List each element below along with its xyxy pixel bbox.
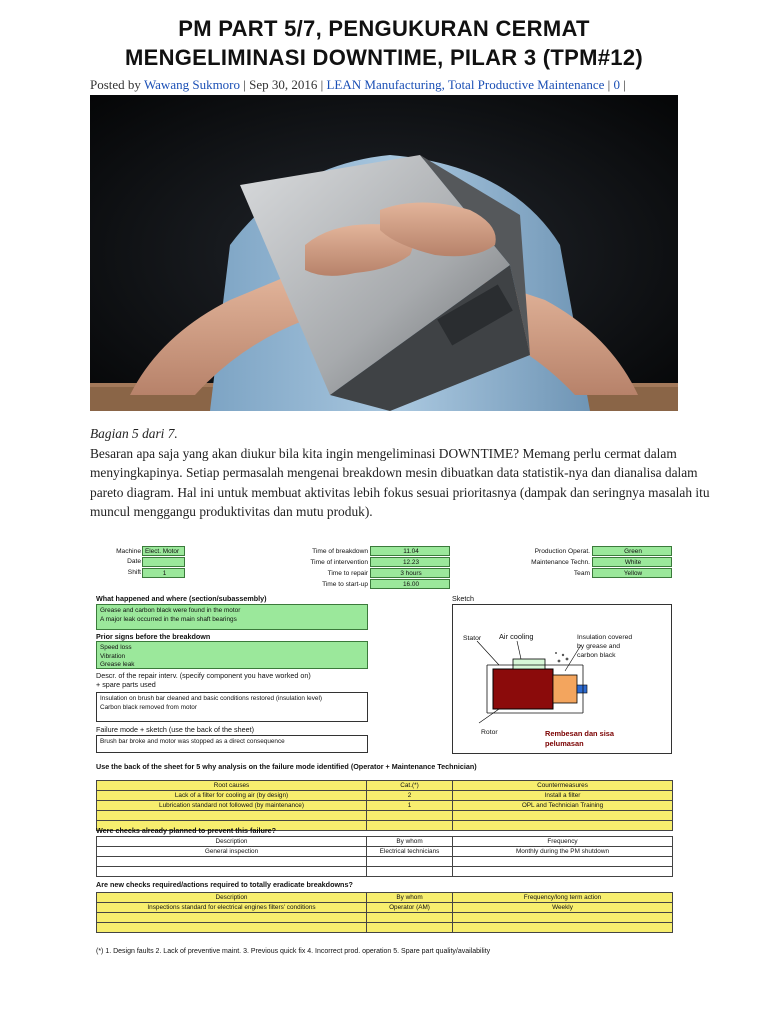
what-happened-line: A major leak occurred in the main shaft bearings — [100, 615, 237, 623]
repair-heading-line-1: Descr. of the repair interv. (specify component you have worked on) — [96, 671, 311, 680]
what-happened-box — [96, 604, 368, 630]
table-cell — [367, 867, 453, 877]
table-cell — [453, 913, 673, 923]
table-cell: Lack of a filter for cooling air (by design) — [97, 791, 367, 801]
checks-heading: Were checks already planned to prevent this failure? — [96, 826, 277, 835]
table-cell — [97, 857, 367, 867]
table-header-row — [97, 781, 673, 791]
table-header-row — [97, 893, 673, 903]
table-header-cell: Root causes — [97, 781, 367, 791]
table-row — [97, 857, 673, 867]
what-happened-heading: What happened and where (section/subassembly) — [96, 594, 267, 603]
sketch-note — [545, 729, 614, 749]
sketch-insulation-line: Insulation covered — [577, 634, 633, 641]
table-row — [97, 811, 673, 821]
category-footnote: (*) 1. Design faults 2. Lack of preventive maint. 3. Previous quick fix 4. Incorrect prod. operation 5. Spare part quality/availability — [96, 948, 491, 955]
table-cell: Operator (AM) — [367, 903, 453, 913]
comment-count-link[interactable]: 0 — [613, 77, 621, 92]
table-header-cell: Cat.(*) — [367, 781, 453, 791]
new-checks-heading: Are new checks required/actions required to totally eradicate breakdowns? — [96, 880, 353, 889]
table-cell — [367, 821, 453, 831]
time-repair-label: Time to repair — [327, 570, 368, 577]
author-link[interactable]: Wawang Sukmoro — [143, 77, 241, 92]
table-cell: OPL and Technician Training — [453, 801, 673, 811]
table-header-cell: By whom — [367, 837, 453, 847]
sketch-insulation-line: carbon black — [577, 652, 616, 659]
failure-mode-heading: Failure mode + sketch (use the back of the sheet) — [96, 725, 255, 734]
meta-separator: | — [243, 77, 246, 92]
table-row — [97, 847, 673, 857]
time-startup-label: Time to start-up — [322, 581, 368, 588]
sketch-heading: Sketch — [452, 594, 474, 603]
prior-signs-heading: Prior signs before the breakdown — [96, 632, 211, 641]
time-intervention-value: 12.23 — [370, 557, 450, 567]
table-header-cell: Countermeasures — [453, 781, 673, 791]
prior-signs-line: Speed loss — [100, 644, 132, 651]
sketch-label-air-cooling: Air cooling — [499, 632, 534, 641]
category-links[interactable]: LEAN Manufacturing, Total Productive Maintenance — [326, 77, 605, 92]
table-header-cell: Frequency/long term action — [453, 893, 673, 903]
table-row — [97, 923, 673, 933]
table-cell: Lubrication standard not followed (by maintenance) — [97, 801, 367, 811]
hero-photo — [90, 95, 678, 411]
table-row — [97, 913, 673, 923]
repair-box — [96, 692, 368, 722]
sketch-note-line: pelumasan — [545, 739, 584, 748]
failure-mode-box — [96, 735, 368, 753]
sketch-insulation-line: by grease and — [577, 643, 621, 650]
table-header-row — [97, 837, 673, 847]
what-happened-line: Grease and carbon black were found in the motor — [100, 607, 241, 614]
team-value: Yellow — [592, 568, 672, 578]
posted-by-label: Posted by — [90, 77, 141, 92]
table-row — [97, 867, 673, 877]
prior-signs-box — [96, 641, 368, 669]
time-intervention-label: Time of intervention — [310, 559, 368, 566]
meta-separator: | — [623, 77, 626, 92]
sketch-label-stator: Stator — [463, 635, 482, 642]
table-cell — [367, 923, 453, 933]
repair-heading-line-2: + spare parts used — [96, 680, 156, 689]
time-repair-value: 3 hours — [370, 568, 450, 578]
table-cell: 1 — [367, 801, 453, 811]
new-checks-table — [96, 892, 673, 933]
table-cell: Inspections standard for electrical engines filters' conditions — [97, 903, 367, 913]
table-cell — [453, 857, 673, 867]
sketch-label-rotor: Rotor — [481, 729, 498, 736]
intro-paragraph: Besaran apa saja yang akan diukur bila kita ingin mengeliminasi DOWNTIME? Memang perlu cermat dalam menyingkapinya. Setiap permasalah mengenai breakdown mesin dibuatkan data statistik-nya dan dianalisa dalam pareto diagram. Hal ini untuk membuat aktivitas lebih fokus sesuai prioritasnya (dampak dan seringnya masalah itu muncul menggangu produktivitas dan mutu produk). — [90, 445, 710, 519]
hero-photo-illustration — [90, 95, 678, 411]
table-cell — [367, 811, 453, 821]
existing-checks-table — [96, 836, 673, 877]
team-label: Team — [573, 570, 590, 577]
table-row — [97, 903, 673, 913]
prior-signs-line: Vibration — [100, 652, 126, 660]
part-indicator: Bagian 5 dari 7. — [90, 426, 178, 441]
table-cell: Monthly during the PM shutdown — [453, 847, 673, 857]
title-line-2: MENGELIMINASI DOWNTIME, PILAR 3 (TPM#12) — [124, 45, 644, 70]
intro-text — [90, 424, 710, 522]
table-cell — [97, 913, 367, 923]
breakdown-analysis-form — [92, 542, 682, 960]
post-meta — [90, 77, 730, 93]
table-cell — [97, 923, 367, 933]
title-line-1: PM PART 5/7, PENGUKURAN CERMAT — [178, 16, 590, 41]
failure-mode-text: Brush bar broke and motor was stopped as a direct consequence — [100, 738, 285, 745]
table-row — [97, 791, 673, 801]
prior-signs-line: Grease leak — [100, 661, 135, 668]
sketch-box — [452, 604, 672, 754]
table-cell — [453, 867, 673, 877]
date-value — [142, 557, 185, 567]
time-startup-value: 16.00 — [370, 579, 450, 589]
repair-line: Insulation on brush bar cleaned and basic conditions restored (insulation level) — [100, 695, 323, 702]
table-cell — [97, 867, 367, 877]
table-cell — [453, 811, 673, 821]
sketch-label-insulation — [577, 633, 632, 660]
maintenance-technician-value: White — [592, 557, 672, 567]
table-row — [97, 801, 673, 811]
table-cell — [453, 923, 673, 933]
production-operator-label: Production Operat. — [534, 548, 590, 555]
repair-line: Carbon black removed from motor — [100, 703, 197, 711]
article-title — [0, 14, 768, 72]
root-cause-table — [96, 780, 673, 831]
table-cell: Electrical technicians — [367, 847, 453, 857]
time-breakdown-value: 11.04 — [370, 546, 450, 556]
date-label: Date — [127, 558, 141, 565]
meta-separator: | — [320, 77, 324, 92]
five-why-heading: Use the back of the sheet for 5 why analysis on the failure mode identified (Operator + Maintenance Technician) — [96, 762, 477, 771]
table-cell: 2 — [367, 791, 453, 801]
shift-label: Shift — [127, 569, 141, 576]
table-header-cell: By whom — [367, 893, 453, 903]
table-header-cell: Frequency — [453, 837, 673, 847]
table-cell — [453, 821, 673, 831]
shift-value: 1 — [142, 568, 185, 578]
table-cell — [97, 811, 367, 821]
table-cell: Install a filter — [453, 791, 673, 801]
table-cell: Weekly — [453, 903, 673, 913]
time-breakdown-label: Time of breakdown — [312, 548, 368, 555]
table-cell — [367, 857, 453, 867]
table-cell — [367, 913, 453, 923]
sketch-note-line: Rembesan dan sisa — [545, 729, 615, 738]
machine-label: Machine — [116, 548, 141, 555]
table-cell: General inspection — [97, 847, 367, 857]
maintenance-technician-label: Maintenance Techn. — [531, 559, 590, 566]
table-header-cell: Description — [97, 837, 367, 847]
meta-separator: | — [607, 77, 611, 92]
production-operator-value: Green — [592, 546, 672, 556]
post-date: Sep 30, 2016 — [249, 77, 318, 92]
machine-value: Elect. Motor — [142, 546, 185, 556]
table-header-cell: Description — [97, 893, 367, 903]
